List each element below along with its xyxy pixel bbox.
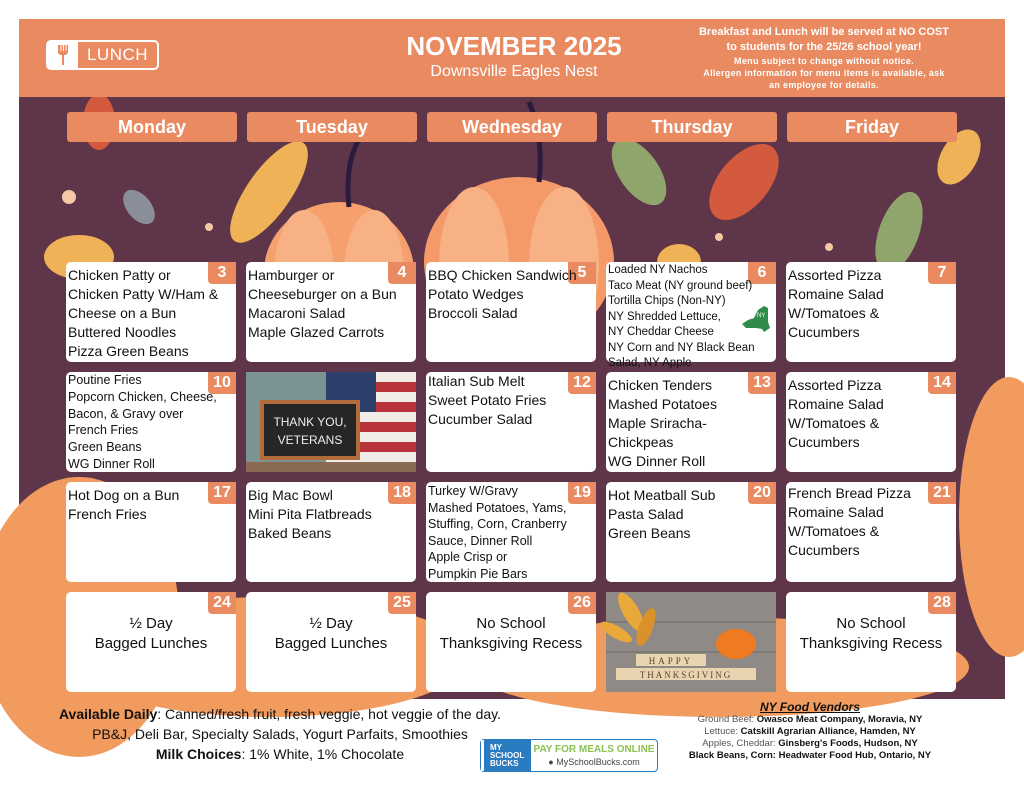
day-cell-25 [246,592,416,692]
vendor-row: Black Beans, Corn: Headwater Food Hub, Ontario, NY [688,750,932,761]
menu-items: No School Thanksgiving Recess [799,615,943,652]
menu-items: Big Mac Bowl Mini Pita Flatbreads Baked Beans [248,487,372,541]
date-number: 17 [208,482,236,504]
day-cell-14 [786,372,956,472]
day-cell-4 [246,262,416,362]
menu-items: Hot Meatball Sub Pasta Salad Green Beans [608,487,716,541]
menu-items: Hot Dog on a Bun French Fries [68,487,180,522]
ny-food-vendors [665,700,955,762]
page-title: NOVEMBER 2025 [406,31,622,61]
pay-online-label: PAY FOR MEALS ONLINE [533,744,655,755]
lunch-badge [46,40,159,70]
date-number: 25 [388,592,416,614]
menu-items: ½ Day Bagged Lunches [94,615,208,652]
date-number: 12 [568,372,596,394]
cost-notice: Breakfast and Lunch will be served at NO COST to students for the 25/26 school year! Menu subject to change without notice. Allergen information for menu items is available, ask an employee for details. [698,26,949,90]
lunch-label: LUNCH [86,45,149,64]
date-number: 4 [388,262,416,284]
vendor-row: Ground Beef: Owasco Meat Company, Moravia, NY [697,714,923,725]
day-cell-5 [426,262,596,362]
vendor-row: Apples, Cheddar: Ginsberg's Foods, Hudson, NY [702,738,918,749]
day-cell-26 [426,592,596,692]
day-cell-7 [786,262,956,362]
menu-poster [19,19,1005,699]
pumpkin-icon [716,629,756,659]
date-number: 18 [388,482,416,504]
day-cell-21 [786,482,956,582]
date-number: 20 [748,482,776,504]
header-band [19,19,1005,97]
menu-items: Hamburger or Cheeseburger on a Bun Macaroni Salad Maple Glazed Carrots [248,267,397,340]
svg-text:THANK YOU,: THANK YOU, [273,415,347,429]
day-header-wednesday: Wednesday [427,112,597,142]
menu-items: BBQ Chicken Sandwich Potato Wedges Broccoli Salad [428,267,577,321]
date-number: 24 [208,592,236,614]
date-number: 14 [928,372,956,394]
thanksgiving-image [606,592,776,692]
date-number: 7 [928,262,956,284]
day-cell-18 [246,482,416,582]
svg-text:HAPPY: HAPPY [648,656,694,666]
myschoolbucks-logo: MY SCHOOL BUCKS [481,740,531,771]
menu-items: Chicken Tenders Mashed Potatoes Maple Sriracha- Chickpeas WG Dinner Roll [608,377,717,469]
fork-icon [48,42,78,68]
date-number: 6 [748,262,776,284]
msb-url: MySchoolBucks.com [556,757,640,767]
day-header-tuesday: Tuesday [247,112,417,142]
date-number: 26 [568,592,596,614]
svg-text:NY: NY [757,313,766,319]
globe-icon: ● [548,757,554,767]
ny-thursdays-icon [738,302,772,336]
menu-items: Assorted Pizza Romaine Salad W/Tomatoes & Cucumbers [788,377,884,450]
menu-items: Turkey W/Gravy Mashed Potatoes, Yams, Stuffing, Corn, Cranberry Sauce, Dinner Roll Apple Crisp or Pumpkin Pie Bars [428,484,567,581]
menu-items: Poutine Fries Popcorn Chicken, Cheese, Bacon, & Gravy over French Fries Green Beans WG Dinner Roll [68,373,217,471]
day-cell-10 [66,372,236,472]
vendors-title: NY Food Vendors [759,700,860,714]
date-number: 21 [928,482,956,504]
menu-items: French Bread Pizza Romaine Salad W/Tomatoes & Cucumbers [788,485,911,558]
day-cell-6 [606,262,776,369]
day-header-monday: Monday [67,112,237,142]
menu-items: Chicken Patty or Chicken Patty W/Ham & Cheese on a Bun Buttered Noodles Pizza Green Beans [68,267,219,359]
svg-text:VETERANS: VETERANS [277,433,343,447]
myschoolbucks-link[interactable] [480,739,658,772]
date-number: 10 [208,372,236,394]
veterans-day-image [246,372,416,472]
day-cell-24 [66,592,236,692]
date-number: 19 [568,482,596,504]
day-cell-19 [426,482,596,582]
menu-items: ½ Day Bagged Lunches [274,615,388,652]
day-cell-13 [606,372,776,472]
day-cell-17 [66,482,236,582]
day-cell-3 [66,262,236,362]
date-number: 3 [208,262,236,284]
svg-text:THANKSGIVING: THANKSGIVING [639,670,733,680]
day-cell-20 [606,482,776,582]
menu-items: Assorted Pizza Romaine Salad W/Tomatoes & Cucumbers [788,267,884,340]
day-header-friday: Friday [787,112,957,142]
date-number: 13 [748,372,776,394]
date-number: 5 [568,262,596,284]
menu-items: Italian Sub Melt Sweet Potato Fries Cucumber Salad [428,373,547,427]
school-name: Downsville Eagles Nest [430,63,598,80]
menu-items: Loaded NY Nachos Taco Meat (NY ground beef) Tortilla Chips (Non-NY) NY Shredded Lettuce, NY Cheddar Cheese NY Corn and NY Black Bean Salad, NY Apple [608,264,755,369]
day-cell-28 [786,592,956,692]
available-daily-info: Available Daily: Canned/fresh fruit, fresh veggie, hot veggie of the day. PB&J, Deli Bar, Specialty Salads, Yogurt Parfaits, Smoothies Milk Choices: 1% White, 1% Chocolate [58,706,502,762]
menu-items: No School Thanksgiving Recess [439,615,583,652]
date-number: 28 [928,592,956,614]
day-cell-12 [426,372,596,472]
vendor-row: Lettuce: Catskill Agrarian Alliance, Hamden, NY [704,726,916,737]
day-header-thursday: Thursday [607,112,777,142]
